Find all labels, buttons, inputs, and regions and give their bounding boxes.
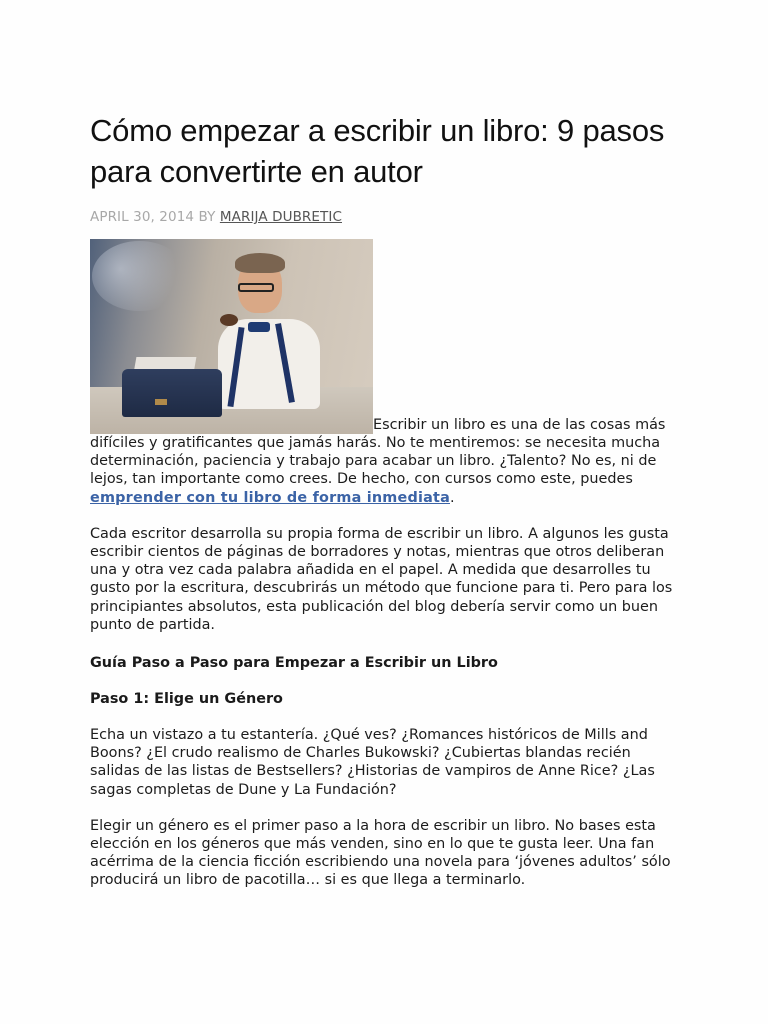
hero-image (90, 239, 373, 434)
intro-text: Escribir un libro es una de las cosas más difíciles y gratificantes que jamás harás. No te mentiremos: se necesita mucha determinación, paciencia y trabajo para acabar un libro. ¿Talento? No es, ni de lejos, tan importante como crees. De hecho, con cursos como este, puedes (90, 416, 666, 488)
step-1-heading: Paso 1: Elige un Género (90, 691, 283, 708)
article-title: Cómo empezar a escribir un libro: 9 pasos para convertirte en autor (90, 113, 665, 189)
intro-paragraph (90, 239, 680, 507)
article (90, 110, 680, 890)
post-date: APRIL 30, 2014 (90, 209, 195, 225)
typewriter-plate-shape (155, 399, 167, 405)
course-link[interactable]: emprender con tu libro de forma inmediata (90, 489, 450, 506)
hair-shape (235, 253, 285, 273)
paragraph-3: Echa un vistazo a tu estantería. ¿Qué ves? ¿Romances históricos de Mills and Boons? ¿El crudo realismo de Charles Bukowski? ¿Cubiertas blandas recién salidas de las listas de Bestsellers? ¿Historias de vampiros de Anne Rice? ¿Las sagas completas de Dune y La Fundación? (90, 727, 655, 798)
smoke-shape (92, 241, 187, 311)
guide-heading: Guía Paso a Paso para Empezar a Escribir un Libro (90, 655, 498, 672)
by-label: BY (198, 209, 216, 225)
paragraph-4: Elegir un género es el primer paso a la hora de escribir un libro. No bases esta elección en los géneros que más venden, sino en lo que te gusta leer. Una fan acérrima de la ciencia ficción escribiendo una novela para ‘jóvenes adultos’ sólo producirá un libro de pacotilla… si es que llega a terminarlo. (90, 817, 671, 889)
author-link[interactable]: MARIJA DUBRETIC (219, 209, 342, 225)
article-meta (90, 209, 680, 225)
paragraph-2: Cada escritor desarrolla su propia forma de escribir un libro. A algunos les gusta escribir cientos de páginas de borradores y notas, mientras que otros deliberan una y otra vez cada palabra añadida en el papel. A medida que desarrolles tu gusto por la escritura, descubrirás un método que funcione para ti. Pero para los principiantes absolutos, esta publicación del blog debería servir como un buen punto de partida. (90, 525, 673, 633)
typewriter-shape (122, 369, 222, 417)
intro-end: . (450, 489, 455, 506)
pipe-shape (220, 314, 238, 326)
bowtie-shape (248, 322, 270, 332)
glasses-shape (238, 283, 274, 292)
